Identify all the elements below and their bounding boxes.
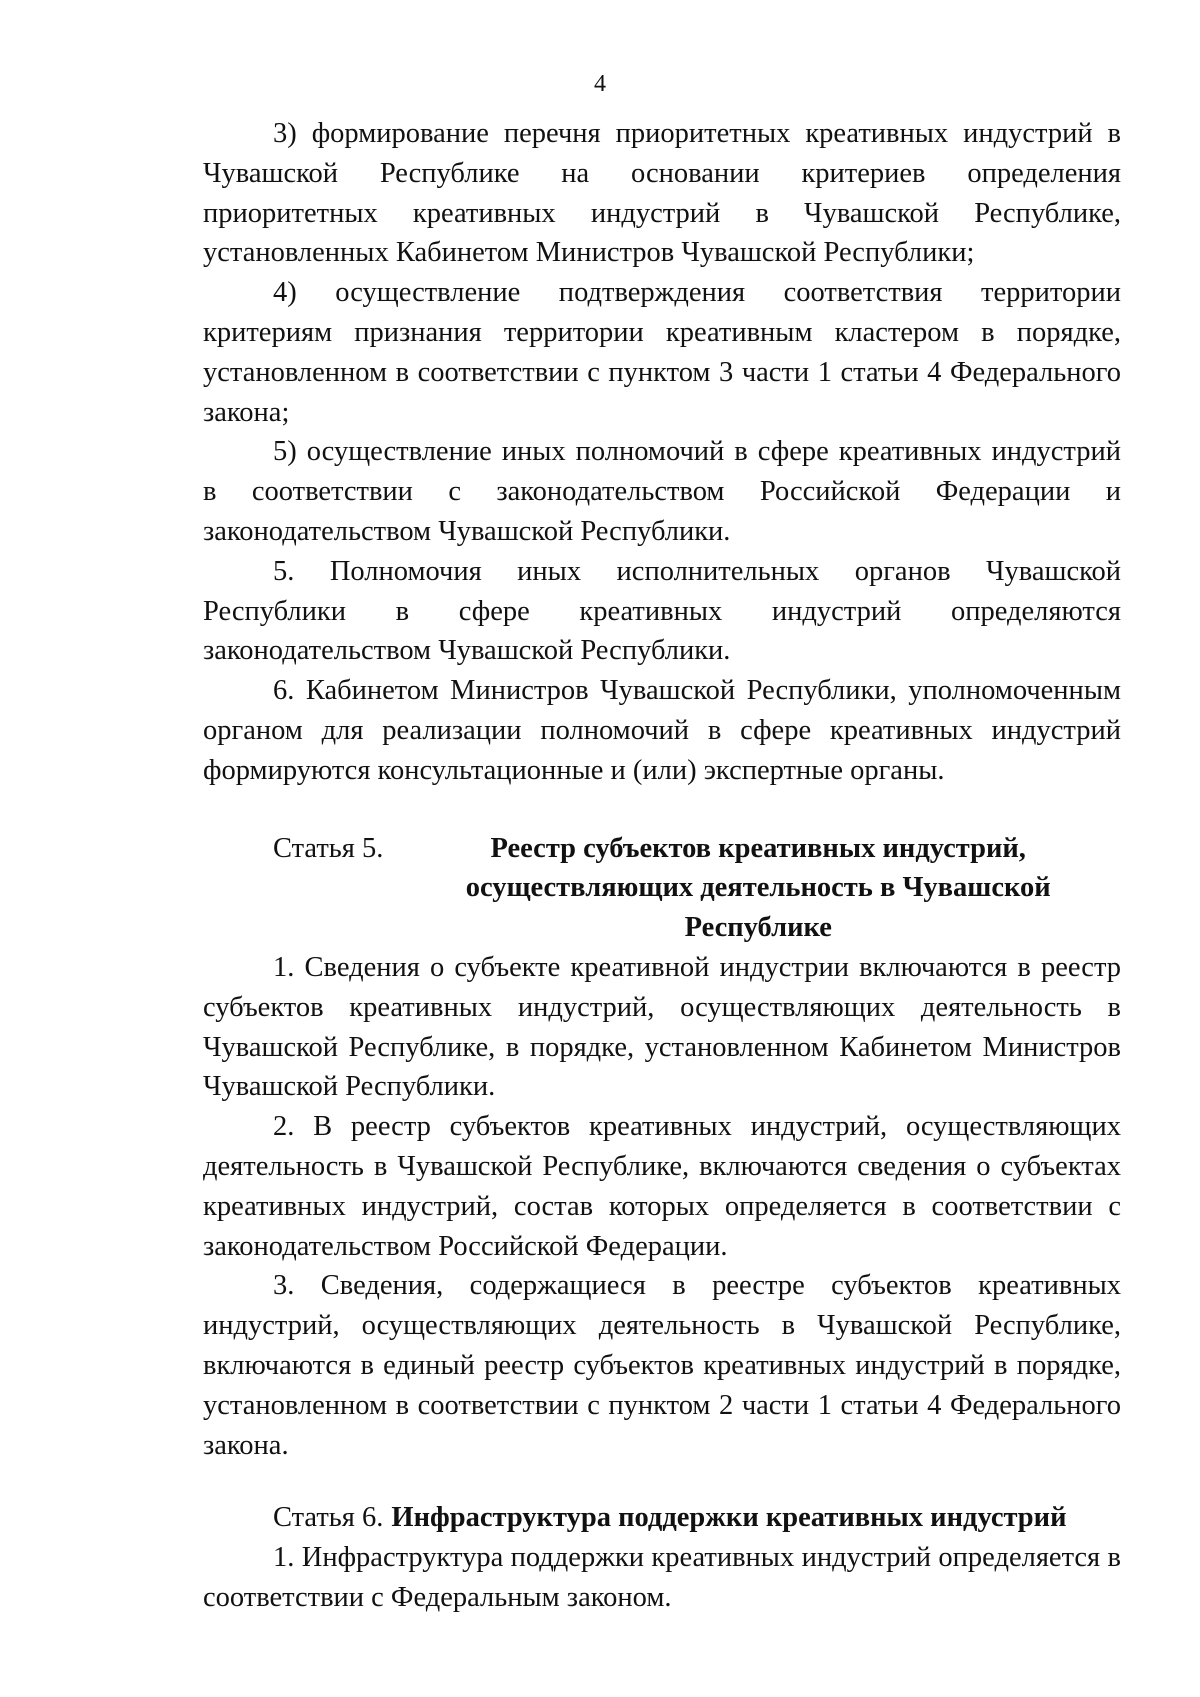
paragraph: 6. Кабинетом Министров Чувашской Республики, уполномоченным органом для реализации полномочий в сфере креативных индустрий формируются консультационные и (или) экспертные органы. xyxy=(203,675,1121,786)
paragraph: 3. Сведения, содержащиеся в реестре субъектов креативных индустрий, осуществляющих деятельность в Чувашской Республике, включаются в единый реестр субъектов креативных индустрий в порядке, установленном в соответствии с пунктом 2 части 1 статьи 4 Федерального закона. xyxy=(203,1270,1121,1461)
paragraph: 4) осуществление подтверждения соответствия территории критериям признания территории креативным кластером в порядке, установленном в соответствии с пунктом 3 части 1 статьи 4 Федерального закона; xyxy=(203,277,1121,428)
article-title: Реестр субъектов креативных индустрий, осуществляющих деятельность в Чувашской Республике xyxy=(465,832,1051,944)
article-6-heading xyxy=(203,1498,1121,1538)
paragraph: 2. В реестр субъектов креативных индустрий, осуществляющих деятельность в Чувашской Республике, включаются сведения о субъектах креативных индустрий, состав которых определяется в соответствии с законодательством Российской Федерации. xyxy=(203,1111,1121,1262)
section-gap xyxy=(203,1465,1121,1498)
article-label: Статья 5. xyxy=(273,832,384,864)
article-label: Статья 6. xyxy=(273,1502,384,1534)
article-5-heading xyxy=(203,829,1121,948)
article-title: Инфраструктура поддержки креативных индустрий xyxy=(391,1502,1067,1534)
page-number: 4 xyxy=(594,71,606,97)
paragraph: 1. Сведения о субъекте креативной индустрии включаются в реестр субъектов креативных индустрий, осуществляющих деятельность в Чувашской Республике, в порядке, установленном Кабинетом Министров Чувашской Республики. xyxy=(203,951,1121,1103)
document-body xyxy=(203,114,1121,1618)
paragraph: 1. Инфраструктура поддержки креативных индустрий определяется в соответствии с Федеральным законом. xyxy=(203,1542,1121,1613)
paragraph: 5) осуществление иных полномочий в сфере креативных индустрий в соответствии с законодательством Российской Федерации и законодательством Чувашской Республики. xyxy=(203,436,1121,547)
section-gap xyxy=(203,791,1121,829)
paragraph: 3) формирование перечня приоритетных креативных индустрий в Чувашской Республике на основании критериев определения приоритетных креативных индустрий в Чувашской Республике, установленных Кабинетом Министров Чувашской Республики; xyxy=(203,118,1121,269)
paragraph: 5. Полномочия иных исполнительных органов Чувашской Республики в сфере креативных индустрий определяются законодательством Чувашской Республики. xyxy=(203,555,1121,667)
